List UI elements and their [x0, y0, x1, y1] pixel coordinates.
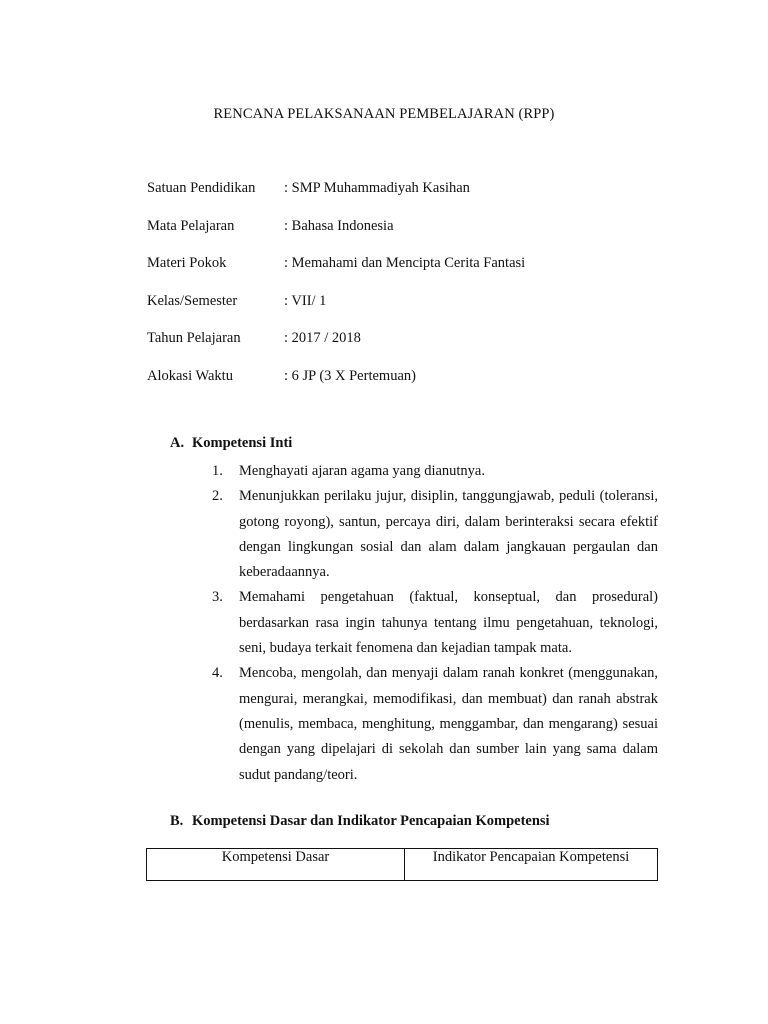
section-letter: A. [170, 435, 185, 451]
info-value: : SMP Muhammadiyah Kasihan [284, 180, 470, 196]
info-value: : VII/ 1 [284, 292, 327, 309]
list-text: Memahami pengetahuan (faktual, konseptual, dan prosedural) berdasarkan rasa ingin tahunya tentang ilmu pengetahuan, teknologi, seni, budaya terkait fenomena dan kejadian tampak mata. [239, 589, 658, 657]
kompetensi-inti-list [212, 459, 658, 788]
list-item [212, 459, 658, 484]
list-item [212, 484, 658, 585]
info-row [147, 218, 667, 256]
list-item [212, 661, 658, 787]
table-header-row [147, 849, 658, 881]
list-number: 3. [212, 589, 223, 606]
info-label: Tahun Pelajaran [147, 330, 241, 346]
info-value: : 2017 / 2018 [284, 330, 361, 346]
list-text: Mencoba, mengolah, dan menyaji dalam ranah konkret (menggunakan, mengurai, merangkai, memodifikasi, dan membuat) dan ranah abstrak (menulis, membaca, menghitung, menggambar, dan mengarang) sesuai dengan yang dipelajari di sekolah dan sumber lain yang sama dalam sudut pandang/teori. [239, 665, 658, 783]
table-header-cell: Indikator Pencapaian Kompetensi [405, 849, 658, 881]
info-row [147, 293, 667, 331]
info-value: : 6 JP (3 X Pertemuan) [284, 367, 416, 384]
kompetensi-dasar-table [146, 848, 658, 881]
info-value: : Bahasa Indonesia [284, 217, 394, 234]
list-number: 2. [212, 488, 223, 505]
info-row [147, 368, 667, 406]
table-header-cell: Kompetensi Dasar [147, 849, 405, 881]
section-title: Kompetensi Dasar dan Indikator Pencapaian Kompetensi [192, 813, 550, 829]
section-title: Kompetensi Inti [192, 435, 293, 451]
info-label: Kelas/Semester [147, 292, 238, 309]
list-text: Menunjukkan perilaku jujur, disiplin, tanggungjawab, peduli (toleransi, gotong royong), santun, percaya diri, dalam berinteraksi secara efektif dengan lingkungan sosial dan alam dalam jangkauan pergaulan dan keberadaannya. [239, 488, 658, 581]
identity-info [147, 180, 667, 405]
section-b-heading [170, 813, 550, 830]
section-a-heading [170, 435, 292, 452]
list-text: Menghayati ajaran agama yang dianutnya. [239, 463, 485, 479]
info-row [147, 330, 667, 368]
list-number: 4. [212, 665, 223, 682]
info-value: : Memahami dan Mencipta Cerita Fantasi [284, 255, 526, 271]
list-item [212, 585, 658, 661]
info-label: Mata Pelajaran [147, 217, 235, 234]
info-row [147, 255, 667, 293]
info-label: Satuan Pendidikan [147, 180, 256, 196]
page-title: RENCANA PELAKSANAAN PEMBELAJARAN (RPP) [213, 106, 555, 122]
section-letter: B. [170, 813, 184, 829]
info-row [147, 180, 667, 218]
info-label: Alokasi Waktu [147, 367, 233, 384]
info-label: Materi Pokok [147, 255, 227, 271]
list-number: 1. [212, 463, 223, 479]
